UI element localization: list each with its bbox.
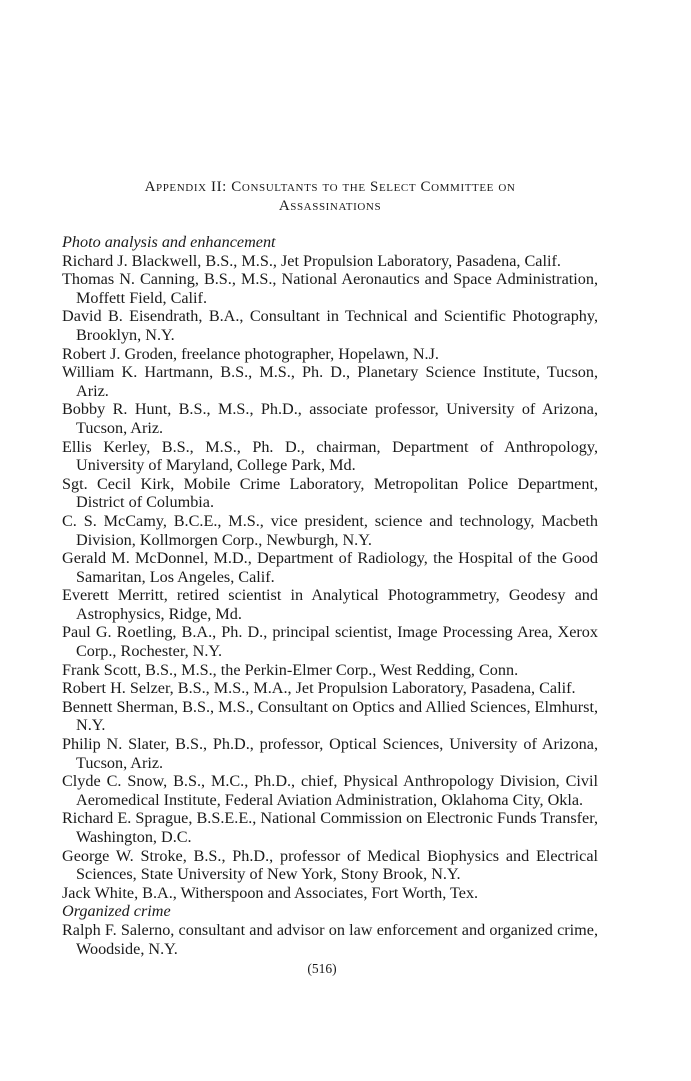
consultant-entry: Thomas N. Canning, B.S., M.S., National Aeronautics and Space Administration, Moffett Field, Calif. <box>62 270 598 307</box>
appendix-title-line-1: Appendix II: Consultants to the Select Committee on <box>144 179 516 195</box>
consultant-entry: William K. Hartmann, B.S., M.S., Ph. D., Planetary Science Institute, Tucson, Ariz. <box>62 363 598 400</box>
consultant-entry: Clyde C. Snow, B.S., M.C., Ph.D., chief, Physical Anthropology Division, Civil Aeromedical Institute, Federal Aviation Administration, Oklahoma City, Okla. <box>62 772 598 809</box>
consultant-entry: Paul G. Roetling, B.A., Ph. D., principal scientist, Image Processing Area, Xerox Corp., Rochester, N.Y. <box>62 623 598 661</box>
consultant-entry: C. S. McCamy, B.C.E., M.S., vice president, science and technology, Macbeth Division, Kollmorgen Corp., Newburgh, N.Y. <box>62 511 598 549</box>
consultant-entry: Bennett Sherman, B.S., M.S., Consultant on Optics and Allied Sciences, Elmhurst, N.Y. <box>62 697 598 735</box>
consultant-entry: George W. Stroke, B.S., Ph.D., professor of Medical Biophysics and Electrical Sciences, State University of New York, Stony Brook, N.Y. <box>62 846 598 884</box>
consultant-entry: Jack White, B.A., Witherspoon and Associates, Fort Worth, Tex. <box>62 883 479 902</box>
consultant-entry: Richard J. Blackwell, B.S., M.S., Jet Propulsion Laboratory, Pasadena, Calif. <box>62 251 561 270</box>
section-heading: Photo analysis and enhancement <box>62 233 276 251</box>
consultant-entry: Philip N. Slater, B.S., Ph.D., professor, Optical Sciences, University of Arizona, Tucson, Ariz. <box>62 735 598 772</box>
consultant-entry: Robert J. Groden, freelance photographer, Hopelawn, N.J. <box>62 344 439 363</box>
appendix-title-line-2: Assassinations <box>278 198 382 214</box>
consultant-entry: David B. Eisendrath, B.A., Consultant in Technical and Scientific Photography, Brooklyn, N.Y. <box>62 307 598 344</box>
consultant-entry: Everett Merritt, retired scientist in Analytical Photogrammetry, Geodesy and Astrophysics, Ridge, Md. <box>62 586 598 623</box>
consultant-entry: Frank Scott, B.S., M.S., the Perkin-Elmer Corp., West Redding, Conn. <box>62 660 519 679</box>
consultant-entry: Gerald M. McDonnel, M.D., Department of Radiology, the Hospital of the Good Samaritan, Los Angeles, Calif. <box>62 549 598 586</box>
consultant-sections <box>62 233 598 958</box>
consultant-entry: Sgt. Cecil Kirk, Mobile Crime Laboratory, Metropolitan Police Department, District of Columbia. <box>62 474 598 512</box>
appendix-title <box>62 178 598 216</box>
consultant-entry: Bobby R. Hunt, B.S., M.S., Ph.D., associate professor, University of Arizona, Tucson, Ariz. <box>62 400 598 437</box>
document-page <box>62 178 598 979</box>
section-heading: Organized crime <box>62 902 171 921</box>
page-number: (516) <box>307 961 337 977</box>
consultant-entry: Ralph F. Salerno, consultant and advisor on law enforcement and organized crime, Woodside, N.Y. <box>62 920 598 958</box>
consultant-entry: Robert H. Selzer, B.S., M.S., M.A., Jet Propulsion Laboratory, Pasadena, Calif. <box>62 679 576 698</box>
consultant-entry: Ellis Kerley, B.S., M.S., Ph. D., chairman, Department of Anthropology, University of Maryland, College Park, Md. <box>62 437 598 475</box>
consultant-entry: Richard E. Sprague, B.S.E.E., National Commission on Electronic Funds Transfer, Washington, D.C. <box>62 809 598 846</box>
